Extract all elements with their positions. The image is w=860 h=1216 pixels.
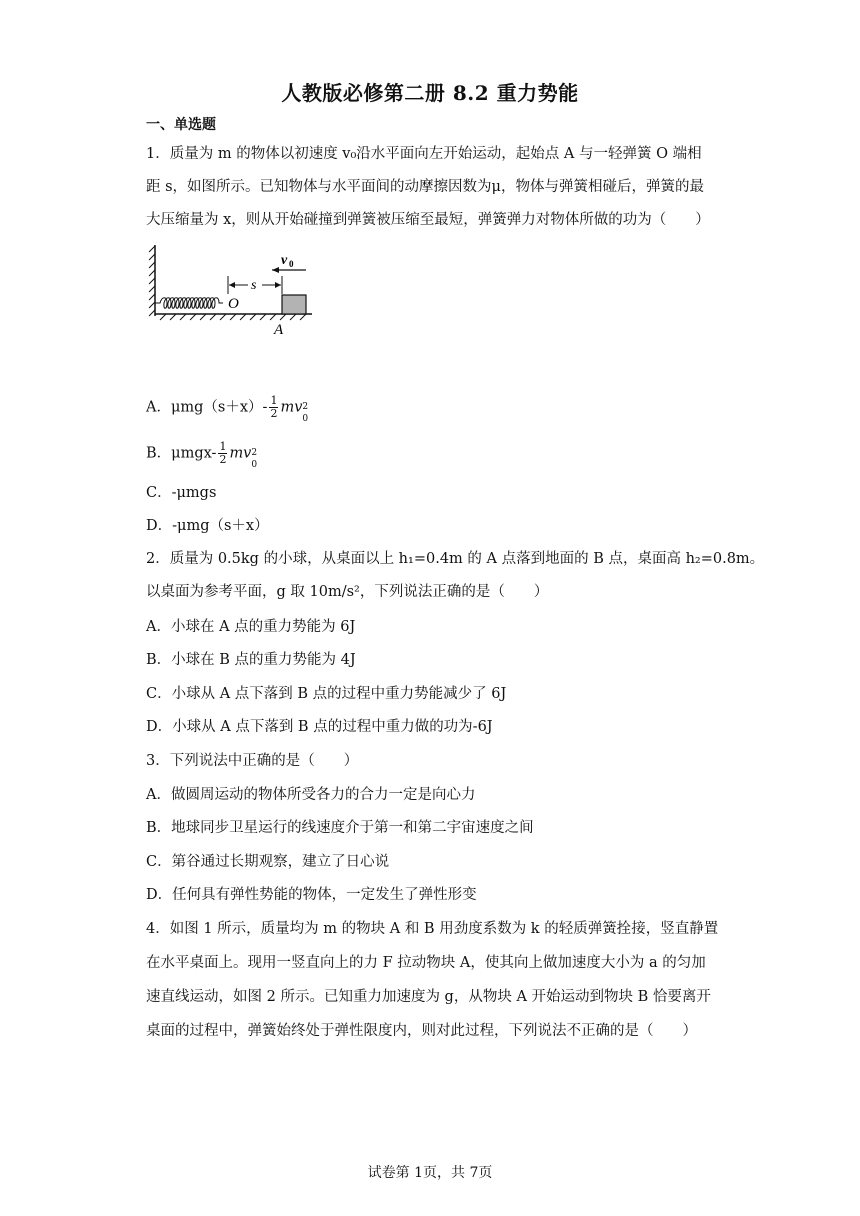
velocity-v0-subscript: 0 <box>289 259 294 269</box>
q2-option-a[interactable]: A．小球在 A 点的重力势能为 6J <box>146 619 356 635</box>
q1-option-a-text: A．μmg（s＋x）- <box>146 399 268 416</box>
q1-stem-line3: 大压缩量为 x，则从开始碰撞到弹簧被压缩至最短，弹簧弹力对物体所做的功为（ ） <box>146 212 710 228</box>
q3-stem: 3．下列说法中正确的是（ ） <box>146 753 359 769</box>
fraction-half: $\frac{1}{2}$ <box>270 394 278 420</box>
q4-stem-line3: 速直线运动，如图 2 所示。已知重力加速度为 g，从物块 A 开始运动到物块 B 恰要离开 <box>146 989 711 1005</box>
distance-s-label: s <box>251 278 257 293</box>
q1-option-a[interactable]: A．μmg（s＋x）- $\frac{1}{2}$ mv 2 0 <box>146 394 309 424</box>
q4-stem-line4: 桌面的过程中，弹簧始终处于弹性限度内，则对此过程，下列说法不正确的是（ ） <box>146 1023 697 1039</box>
q2-option-c[interactable]: C．小球从 A 点下落到 B 点的过程中重力势能减少了 6J <box>146 686 507 702</box>
q1-option-b[interactable]: B．μmgx- $\frac{1}{2}$ mv 2 0 <box>146 440 258 470</box>
q2-stem-line1: 2．质量为 0.5kg 的小球，从桌面以上 h₁=0.4m 的 A 点落到地面的 B 点，桌面高 h₂=0.8m。 <box>146 551 765 567</box>
section-heading: 一、单选题 <box>146 117 216 133</box>
point-o-label: O <box>228 296 239 312</box>
q1-option-c[interactable]: C．-μmgs <box>146 485 217 501</box>
q2-option-b[interactable]: B．小球在 B 点的重力势能为 4J <box>146 652 356 668</box>
q3-option-b[interactable]: B．地球同步卫星运行的线速度介于第一和第二宇宙速度之间 <box>146 820 534 836</box>
q3-option-c[interactable]: C．第谷通过长期观察，建立了日心说 <box>146 854 390 870</box>
q4-stem-line1: 4．如图 1 所示，质量均为 m 的物块 A 和 B 用劲度系数为 k 的轻质弹簧拴接，竖直静置 <box>146 921 719 937</box>
point-a-label: A <box>274 322 284 338</box>
velocity-v0-label: v <box>281 253 288 268</box>
page-title: 人教版必修第二册 8.2 重力势能 <box>281 81 579 105</box>
q4-stem-line2: 在水平桌面上。现用一竖直向上的力 F 拉动物块 A，使其向上做加速度大小为 a 的匀加 <box>146 955 706 971</box>
q1-stem-line1: 1．质量为 m 的物体以初速度 v₀沿水平面向左开始运动，起始点 A 与一轻弹簧 O 端相 <box>146 146 702 162</box>
q3-option-a[interactable]: A．做圆周运动的物体所受各力的合力一定是向心力 <box>146 787 476 803</box>
q2-stem-line2: 以桌面为参考平面，g 取 10m/s²，下列说法正确的是（ ） <box>146 584 549 600</box>
fraction-half: $\frac{1}{2}$ <box>219 440 227 466</box>
page-footer: 试卷第 1页，共 7页 <box>367 1165 493 1181</box>
q1-option-d[interactable]: D．-μmg（s＋x） <box>146 518 269 534</box>
q3-option-d[interactable]: D．任何具有弹性势能的物体，一定发生了弹性形变 <box>146 887 477 903</box>
q1-option-b-text: B．μmgx- <box>146 445 217 462</box>
q1-stem-line2: 距 s，如图所示。已知物体与水平面间的动摩擦因数为μ，物体与弹簧相碰后，弹簧的最 <box>146 179 704 195</box>
spring-block-figure <box>146 240 326 340</box>
q2-option-d[interactable]: D．小球从 A 点下落到 B 点的过程中重力做的功为-6J <box>146 719 493 735</box>
